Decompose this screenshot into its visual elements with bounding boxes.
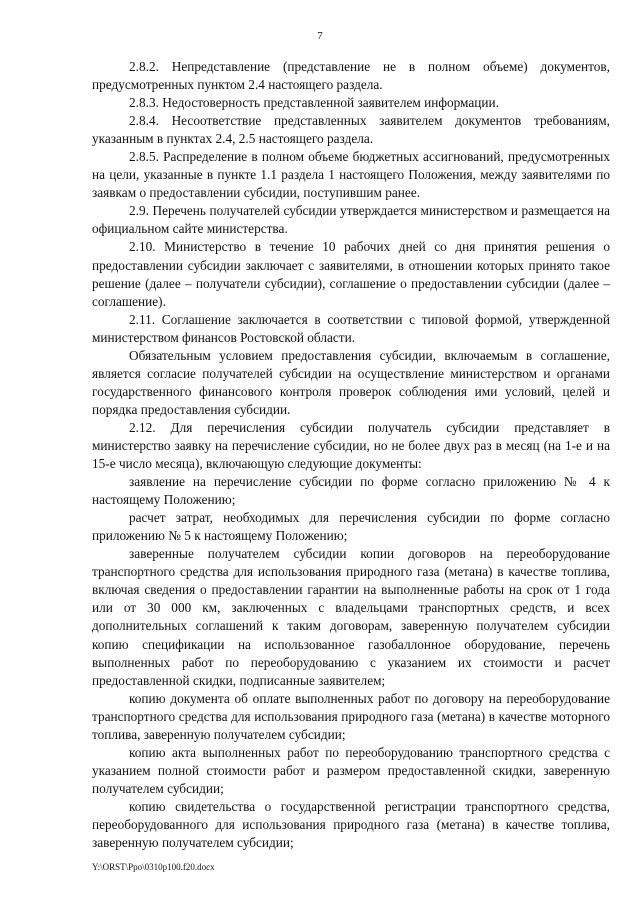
paragraph-2-10: 2.10. Министерство в течение 10 рабочих дней со дня принятия решения о предоставлении субсидии заключает с заявителями, в отношении которых принято такое решение (далее – получатели субсидии), соглашение о предоставлении субсидии (далее – соглашение). [92, 239, 610, 309]
list-item-registration-certificate: копию свидетельства о государственной регистрации транспортного средства, переоборудованного для использования природного газа (метана) в качестве топлива, заверенную получателем субсидии; [92, 798, 610, 851]
list-item-work-act: копию акта выполненных работ по переоборудованию транспортного средства с указанием полной стоимости работ и размером предоставленной скидки, заверенную получателем субсидии; [92, 744, 610, 796]
paragraph-2-9: 2.9. Перечень получателей субсидии утверждается министерством и размещается на официальном сайте министерства. [92, 203, 610, 237]
list-item-contract-copies: заверенные получателем субсидии копии договоров на переоборудование транспортного средства для использования природного газа (метана) в качестве топлива, включая сведения о предоставлении гарантии на выполненные работы на срок от 1 года или от 30 000 км, заключенных с владельцами транспортных средств, и всех дополнительных соглашений к таким договорам, заверенную получателем субсидии копию спецификации на использованное газобаллонное оборудование, перечень выполненных работ по переоборудованию с указанием их стоимости и расчет предоставленной скидки, подписанные заявителем; [92, 546, 610, 688]
paragraph-2-8-5: 2.8.5. Распределение в полном объеме бюджетных ассигнований, предусмотренных на цели, указанные в пункте 1.1 раздела 1 настоящего Положения, между заявителями по заявкам о предоставлении субсидии, поступившим ранее. [92, 149, 610, 201]
list-item-cost-calculation: расчет затрат, необходимых для перечисления субсидии по форме согласно приложению № 5 к настоящему Положению; [92, 510, 610, 544]
list-item-application: заявление на перечисление субсидии по форме согласно приложению № 4 к настоящему Положению; [92, 474, 610, 508]
paragraph-2-8-2: 2.8.2. Непредставление (представление не в полном объеме) документов, предусмотренных пунктом 2.4 настоящего раздела. [92, 59, 610, 93]
document-body [92, 58, 610, 852]
list-item-payment-document: копию документа об оплате выполненных работ по договору на переоборудование транспортного средства для использования природного газа (метана) в качестве моторного топлива, заверенную получателем субсидии; [92, 690, 610, 742]
paragraph-mandatory-condition: Обязательным условием предоставления субсидии, включаемым в соглашение, является согласие получателей субсидии на осуществление министерством и органами государственного финансового контроля проверок соблюдения ими условий, целей и порядка предоставления субсидии. [92, 347, 610, 417]
page-number: 7 [317, 30, 323, 42]
paragraph-2-8-4: 2.8.4. Несоответствие представленных заявителем документов требованиям, указанным в пунктах 2.4, 2.5 настоящего раздела. [92, 113, 610, 147]
paragraph-2-11: 2.11. Соглашение заключается в соответствии с типовой формой, утвержденной министерством финансов Ростовской области. [92, 311, 610, 345]
paragraph-2-8-3: 2.8.3. Недостоверность представленной заявителем информации. [129, 95, 499, 111]
footer-file-path: Y:\ORST\Ppo\0310p100.f20.docx [92, 862, 215, 872]
paragraph-2-12: 2.12. Для перечисления субсидии получатель субсидии представляет в министерство заявку на перечисление субсидии, но не более двух раз в месяц (на 1-е и на 15-е число месяца), включающую следующие документы: [92, 419, 610, 472]
